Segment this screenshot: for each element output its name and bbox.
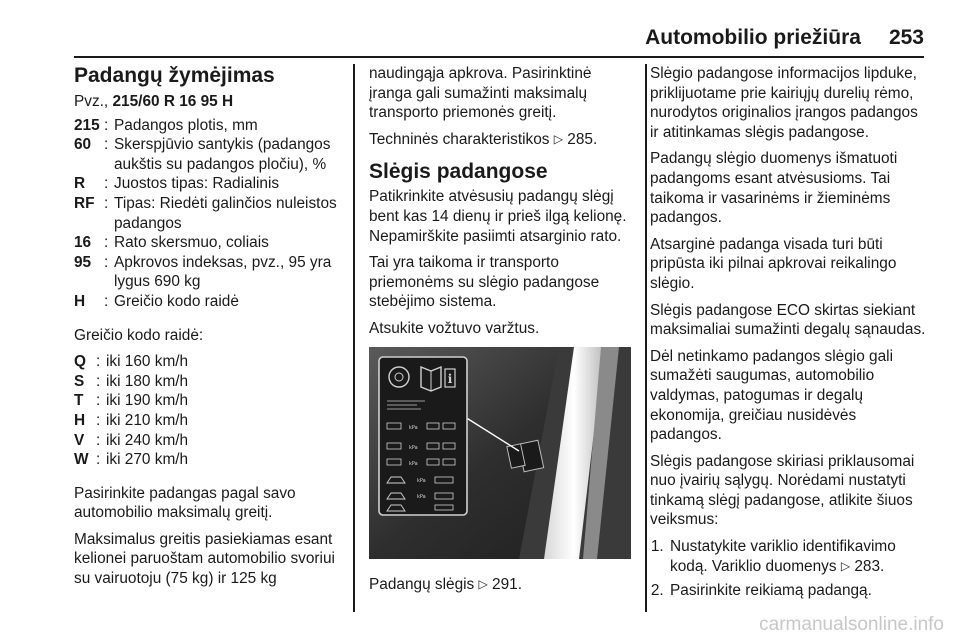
code-row: 95 : Apkrovos indeksas, pvz., 95 yra lygus 690 kg: [74, 253, 332, 291]
paragraph: Tai yra taikoma ir transporto priemonėms su slėgio padangose stebėjimo sistema.: [369, 254, 600, 311]
speed-row: H : iki 210 km/h: [74, 411, 189, 429]
photo-caption: Padangų slėgis ▷ 291.: [369, 575, 523, 593]
code-row: 16 : Rato skersmuo, coliais: [74, 234, 269, 252]
column-2: [369, 64, 637, 601]
kpa-label: kPa: [409, 444, 418, 451]
example-line: Pvz., 215/60 R 16 95 H: [74, 93, 234, 110]
code-row: 60 : Skerspjūvio santykis (padangos aukštis su padangos pločiu), %: [74, 136, 331, 173]
tire-marking-heading: Padangų žymėjimas: [74, 64, 275, 87]
svg-text:i: i: [447, 371, 453, 386]
paragraph: Atsukite vožtuvo varžtus.: [369, 319, 540, 337]
section-title: Automobilio priežiūra: [645, 26, 861, 49]
paragraph: Slėgis padangose skiriasi priklausomai nuo įvairių sąlygų. Norėdami nustatyti tinkamą slėgį padangose, atlikite šiuos veiksmus:: [650, 452, 915, 529]
kpa-label: kPa: [417, 477, 426, 484]
watermark-link[interactable]: carmanualsonline.info: [759, 614, 944, 635]
triangle-reference-icon: ▷: [553, 131, 564, 146]
speed-row: T : iki 190 km/h: [74, 392, 189, 410]
code-row: RF : Tipas: Riedėti galinčios nuleistos padangos: [74, 194, 337, 232]
column-divider-2: [645, 64, 647, 612]
code-row: 215 : Padangos plotis, mm: [74, 116, 258, 134]
tire-pressure-heading: Slėgis padangose: [369, 160, 548, 184]
paragraph: Slėgis padangose ECO skirtas siekiant maksimaliai sumažinti degalų sąnaudas.: [650, 301, 926, 339]
page-number: 253: [888, 26, 924, 49]
code-row: R : Juostos tipas: Radialinis: [74, 175, 280, 193]
page-header: [36, 26, 924, 52]
paragraph: naudingąja apkrova. Pasirinktinė įranga gali sumažinti maksimalų transporto priemonės greitį.: [369, 65, 592, 122]
speed-code-list: [74, 352, 344, 470]
tire-code-list: [74, 116, 344, 312]
paragraph: Atsarginė padanga visada turi būti pripūsta iki pilnai apkrovai reikalingo slėgio.: [650, 235, 897, 292]
kpa-label: kPa: [409, 460, 418, 467]
code-row: H : Greičio kodo raidė: [74, 292, 239, 310]
column-1: [74, 64, 344, 596]
triangle-reference-icon: ▷: [478, 576, 488, 591]
step-item: 2. Pasirinkite reikiamą padangą.: [668, 581, 928, 601]
header-rule: [74, 56, 924, 58]
paragraph: Padangų slėgio duomenys išmatuoti padangoms esant atvėsusioms. Tai taikoma ir vasarinėms ir žieminėms padangos.: [650, 150, 898, 227]
speed-row: V : iki 240 km/h: [74, 431, 189, 449]
paragraph: Patikrinkite atvėsusių padangų slėgį bent kas 14 dienų ir prieš ilgą kelionę. Nepamirškite pasiimti atsarginio rato.: [369, 188, 627, 245]
example-code: 215/60 R 16 95 H: [112, 93, 234, 110]
column-3: [650, 64, 928, 606]
triangle-reference-icon: ▷: [840, 558, 851, 573]
speed-intro: Greičio kodo raidė:: [74, 326, 204, 344]
tech-reference: Techninės charakteristikos ▷ 285.: [369, 130, 598, 148]
speed-row: Q : iki 160 km/h: [74, 353, 189, 371]
steps-list: [650, 537, 928, 601]
step-item: 1. Nustatykite variklio identifikavimo kodą. Variklio duomenys ▷ 283.: [668, 537, 928, 576]
kpa-label: kPa: [417, 493, 426, 500]
paragraph: Slėgio padangose informacijos lipduke, priklijuotame prie kairiųjų durelių rėmo, nurodytos originalios įrangos padangos ir atitinkamas slėgis padangose.: [650, 65, 918, 141]
column-divider-1: [353, 64, 355, 612]
paragraph: Dėl netinkamo padangos slėgio gali sumažėti saugumas, automobilio valdymas, patogumas ir degalų ekonomija, greičiau nusidėvės padangos.: [650, 347, 893, 444]
speed-row: W : iki 270 km/h: [74, 451, 189, 469]
speed-row: S : iki 180 km/h: [74, 372, 189, 390]
paragraph: Pasirinkite padangas pagal savo automobilio maksimalų greitį.: [74, 484, 296, 522]
paragraph: Maksimalus greitis pasiekiamas esant kelionei paruoštam automobilio svoriui su vairuotoju (75 kg) ir 125 kg: [74, 530, 335, 588]
tire-pressure-label-photo: [369, 347, 631, 559]
kpa-label: kPa: [409, 424, 418, 431]
